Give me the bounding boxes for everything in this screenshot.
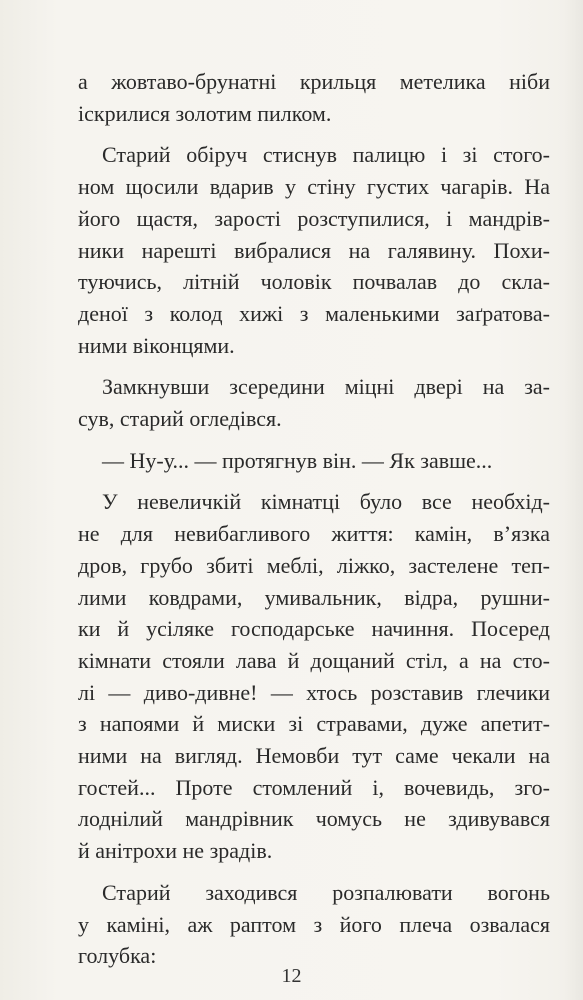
text-line: кімнати стояли лава й дощаний стіл, а на сто- <box>78 647 550 673</box>
text-line: ними на вигляд. Немовби тут саме чекали на <box>78 743 550 769</box>
paragraph <box>78 66 550 129</box>
text-line: ники нарешті вибралися на галявину. Похи- <box>78 237 550 263</box>
page-edge-shadow <box>563 0 583 1000</box>
text-line: сув, старий огледівся. <box>78 406 282 432</box>
text-line: лі — диво-дивне! — хтось розставив глечики <box>78 679 550 705</box>
text-line: іскрилися золотим пилком. <box>78 100 332 126</box>
paragraph <box>78 486 550 866</box>
text-line: ки й усіляке господарське начиння. Посеред <box>78 616 550 642</box>
text-line: деної з колод хижі з маленькими заґратова- <box>78 300 550 326</box>
paragraph <box>78 371 550 434</box>
text-line: ном щосили вдарив у стіну густих чагарів. На <box>78 174 550 200</box>
text-line: й анітрохи не зрадів. <box>78 838 273 864</box>
text-line: голубка: <box>78 943 157 969</box>
paragraph <box>78 877 550 972</box>
text-line: лими ковдрами, умивальник, відра, рушни- <box>78 584 550 610</box>
body-text <box>78 66 550 982</box>
text-line: Старий заходився розпалювати вогонь <box>102 879 550 905</box>
paragraph <box>78 139 550 361</box>
text-line: дров, грубо збиті меблі, ліжко, застелене теп- <box>78 552 550 578</box>
text-line: не для невибагливого життя: камін, в’язка <box>78 521 550 547</box>
text-line: — Ну-у... — протягнув він. — Як завше... <box>102 447 493 473</box>
text-line: Замкнувши зсередини міцні двері на за- <box>102 374 550 400</box>
paragraph <box>78 445 550 477</box>
text-line: Старий обіруч стиснув палицю і зі стого- <box>102 142 550 168</box>
text-line: у каміні, аж раптом з його плеча озвалася <box>78 911 550 937</box>
text-line: гостей... Проте стомлений і, вочевидь, зго- <box>78 774 550 800</box>
text-line: туючись, літній чоловік почвалав до скла- <box>78 269 550 295</box>
text-line: а жовтаво-брунатні крильця метелика ніби <box>78 69 550 94</box>
text-line: його щастя, зарості розступилися, і мандрів- <box>78 205 550 231</box>
text-line: У невеличкій кімнатці було все необхід- <box>102 489 550 515</box>
page-number: 12 <box>281 965 302 987</box>
text-line: ними віконцями. <box>78 332 235 358</box>
text-line: з напоями й миски зі стравами, дуже апетит- <box>78 711 550 737</box>
text-line: лоднілий мандрівник чомусь не здивувався <box>78 806 550 832</box>
